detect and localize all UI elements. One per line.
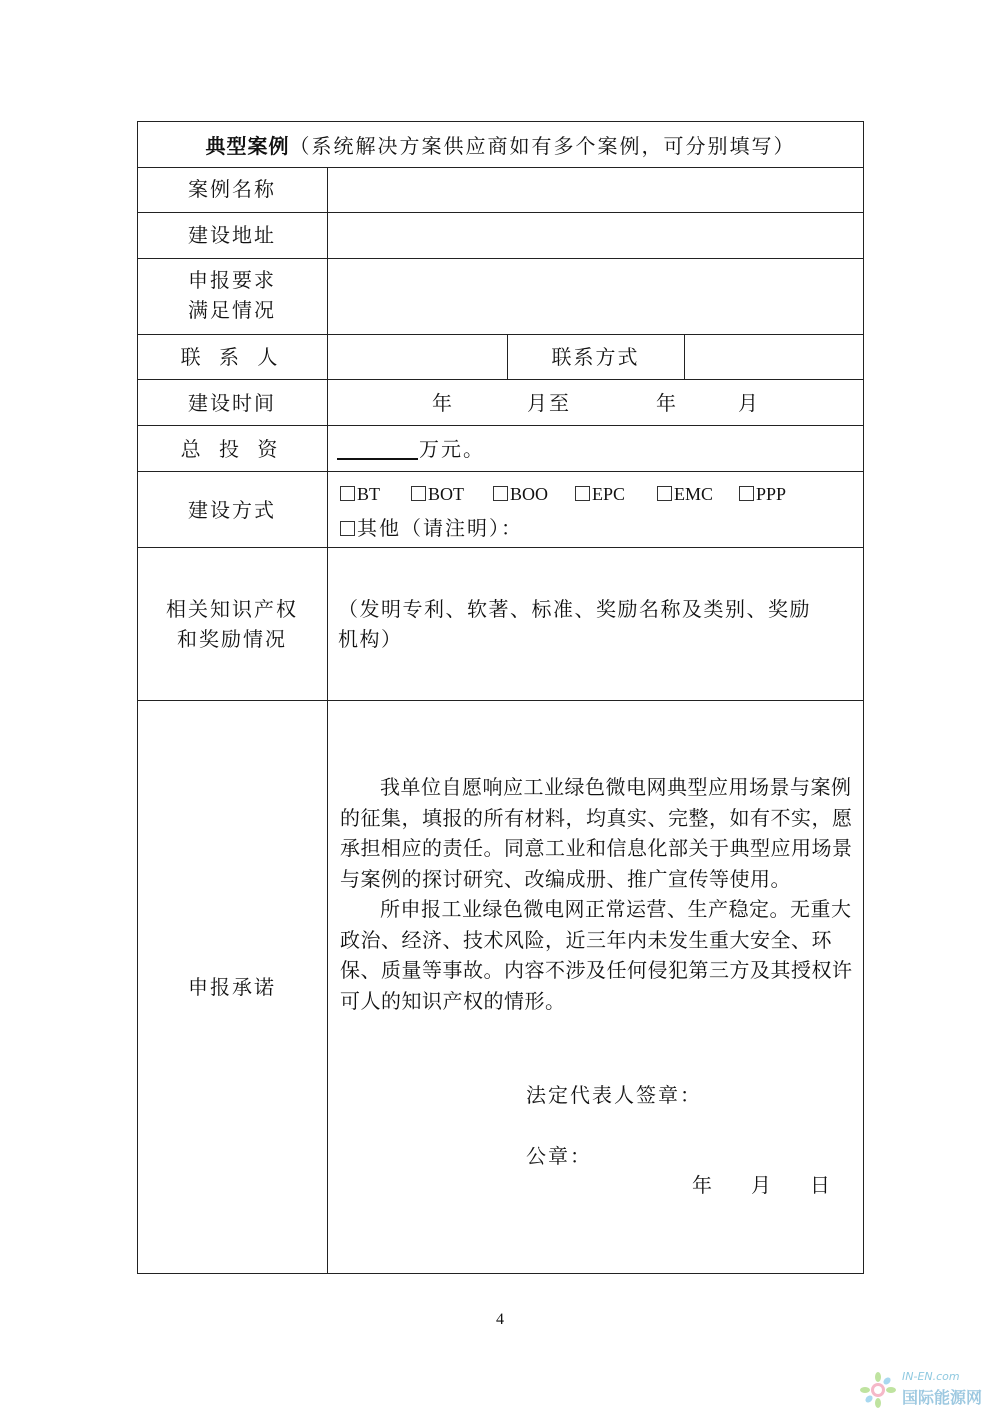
option-boo-label: BOO (510, 484, 549, 504)
ip-hint[interactable] (338, 594, 858, 654)
checkbox-icon (340, 486, 355, 501)
checkbox-icon (739, 486, 754, 501)
ip-hint-line1: （发明专利、软著、标准、奖励名称及类别、奖励 (338, 597, 811, 621)
checkbox-icon (657, 486, 672, 501)
investment-underline[interactable] (337, 458, 418, 460)
checkbox-icon (411, 486, 426, 501)
build-time-year2: 年 (656, 391, 676, 415)
build-time-month-to: 月至 (527, 391, 571, 415)
option-other-label: 其他（请注明）： (357, 516, 523, 540)
commitment-paragraph-2: 所申报工业绿色微电网正常运营、生产稳定。无重大政治、经济、技术风险，近三年内未发生重大安全、环保、质量等事故。内容不涉及任何侵犯第三方及其授权许可人的知识产权的情形。 (340, 897, 853, 1013)
logo-text-bottom: 国际能源网 (902, 1388, 983, 1407)
contact-method-label: 联系方式 (551, 345, 640, 369)
build-time-label: 建设时间 (188, 391, 276, 415)
date-year: 年 (692, 1173, 712, 1197)
table-border-bottom (137, 1273, 864, 1274)
table-border-right (863, 121, 864, 1274)
checkbox-icon (340, 521, 355, 536)
option-bot[interactable] (411, 484, 464, 505)
case-name-field[interactable] (328, 168, 863, 212)
case-name-label: 案例名称 (188, 177, 276, 201)
table-line (137, 700, 864, 701)
logo-text-top: IN-EN.com (902, 1370, 960, 1383)
commitment-body (340, 772, 855, 1016)
option-bt-label: BT (357, 484, 381, 504)
ip-label-line1: 相关知识产权 (166, 597, 298, 621)
date-month: 月 (751, 1173, 771, 1197)
ip-label (137, 594, 327, 654)
option-ppp-label: PPP (756, 484, 787, 504)
option-emc[interactable] (657, 484, 713, 505)
option-bt[interactable] (340, 484, 380, 505)
requirements-field[interactable] (328, 259, 863, 334)
signature-label: 法定代表人签章： (526, 1083, 702, 1107)
table-header (137, 121, 864, 167)
table-line (137, 379, 864, 380)
investment-label: 总 投 资 (180, 437, 284, 461)
option-bot-label: BOT (428, 484, 464, 504)
build-time-year1: 年 (432, 391, 452, 415)
checkbox-icon (493, 486, 508, 501)
ip-hint-line2: 机构） (338, 627, 403, 651)
contact-method-field[interactable] (685, 335, 863, 379)
checkbox-icon (575, 486, 590, 501)
seal-label: 公章： (526, 1144, 592, 1168)
watermark-logo (860, 1368, 990, 1408)
contact-person-field[interactable] (328, 335, 507, 379)
requirements-label-line2: 满足情况 (188, 298, 276, 322)
ip-label-line2: 和奖励情况 (177, 627, 287, 651)
address-label: 建设地址 (188, 223, 276, 247)
table-line (137, 471, 864, 472)
date-day: 日 (810, 1173, 830, 1197)
option-ppp[interactable] (739, 484, 786, 505)
table-line (137, 425, 864, 426)
option-other[interactable] (340, 512, 523, 541)
option-emc-label: EMC (674, 484, 714, 504)
commitment-paragraph-1: 我单位自愿响应工业绿色微电网典型应用场景与案例的征集，填报的所有材料，均真实、完整，如有不实，愿承担相应的责任。同意工业和信息化部关于典型应用场景与案例的探讨研究、改编成册、推广宣传等使用。 (340, 775, 853, 891)
contact-person-label: 联 系 人 (180, 345, 284, 369)
build-time-month2: 月 (738, 391, 758, 415)
header-note: （系统解决方案供应商如有多个案例，可分别填写） (289, 133, 796, 158)
page-number: 4 (496, 1311, 504, 1328)
option-epc[interactable] (575, 484, 625, 505)
address-field[interactable] (328, 213, 863, 258)
requirements-label (137, 265, 327, 325)
commitment-label: 申报承诺 (188, 975, 276, 999)
table-line (137, 547, 864, 548)
option-boo[interactable] (493, 484, 548, 505)
investment-unit: 万元。 (419, 437, 485, 461)
requirements-label-line1: 申报要求 (188, 268, 276, 292)
header-title: 典型案例 (205, 133, 290, 158)
build-mode-label: 建设方式 (188, 498, 276, 522)
option-epc-label: EPC (592, 484, 626, 504)
